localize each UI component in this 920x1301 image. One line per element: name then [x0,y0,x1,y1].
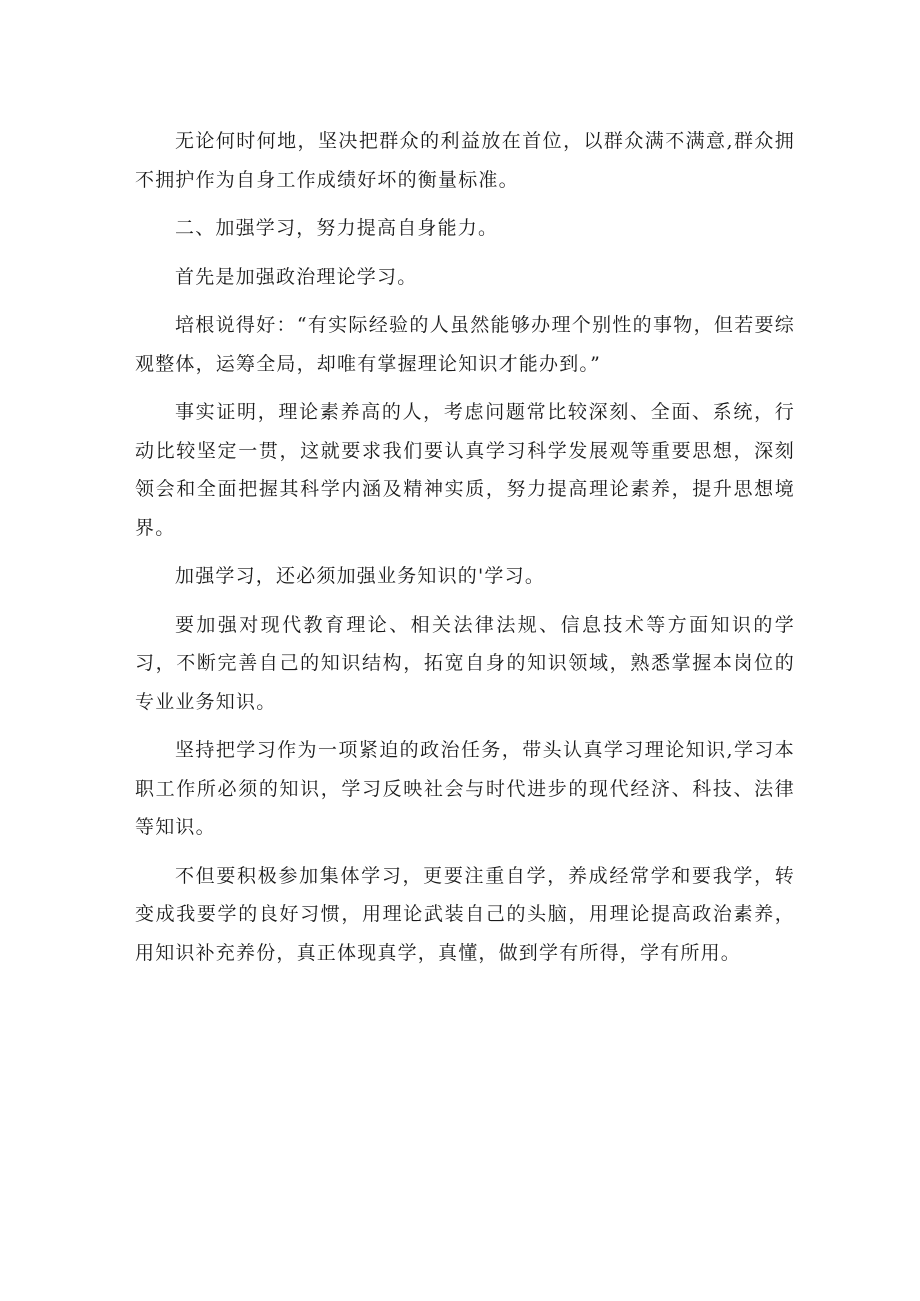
paragraph: 坚持把学习作为一项紧迫的政治任务，带头认真学习理论知识,学习本职工作所必须的知识，学习反映社会与时代进步的现代经济、科技、法律等知识。 [135,739,795,838]
paragraph: 加强学习，还必须加强业务知识的'学习。 [175,565,546,587]
paragraph: 不但要积极参加集体学习，更要注重自学，养成经常学和要我学，转变成我要学的良好习惯，用理论武装自己的头脑，用理论提高政治素养，用知识补充养份，真正体现真学，真懂，做到学有所得，学有所用。 [135,864,795,964]
paragraph: 首先是加强政治理论学习。 [175,265,418,288]
paragraph: 无论何时何地，坚决把群众的利益放在首位，以群众满不满意,群众拥不拥护作为自身工作成绩好坏的衡量标准。 [135,130,795,191]
document-body [135,122,795,982]
paragraph: 要加强对现代教育理论、相关法律法规、信息技术等方面知识的学习，不断完善自己的知识结构，拓宽自身的知识领域，熟悉掌握本岗位的专业业务知识。 [135,613,795,713]
paragraph: 培根说得好：“有实际经验的人虽然能够办理个别性的事物，但若要综观整体，运筹全局，却唯有掌握理论知识才能办到。” [135,314,795,375]
paragraph: 事实证明，理论素养高的人，考虑问题常比较深刻、全面、系统，行动比较坚定一贯，这就要求我们要认真学习科学发展观等重要思想，深刻领会和全面把握其科学内涵及精神实质，努力提高理论素养，提升思想境界。 [135,401,795,539]
section-heading: 二、加强学习，努力提高自身能力。 [175,217,499,239]
